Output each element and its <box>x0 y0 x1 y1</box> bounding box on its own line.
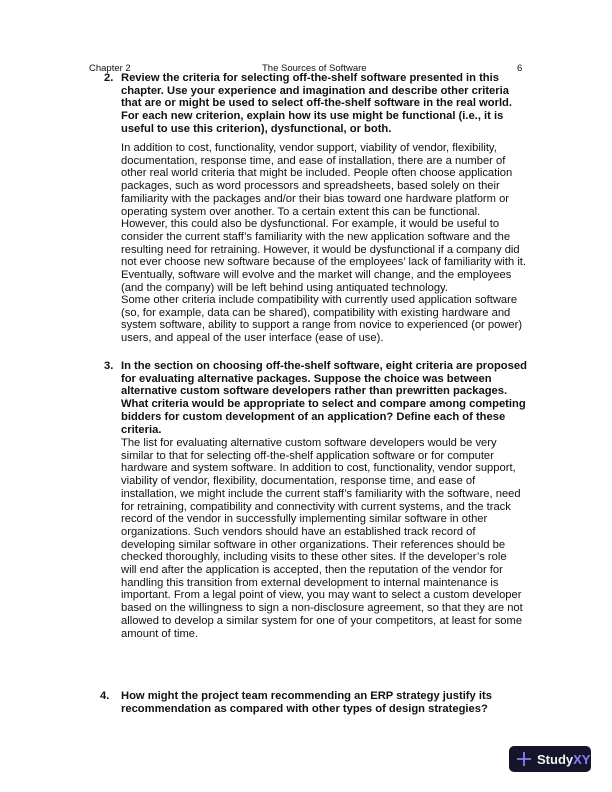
text-line: similar to that for selecting off-the-shelf application software or for computer <box>121 449 494 462</box>
text-line: will end after the application is accepted, then the reputation of the vendor for <box>121 564 503 577</box>
answer-paragraph <box>121 294 522 345</box>
text-line: organizations. Such vendors should have an established track record of <box>121 525 476 538</box>
badge-text: Study <box>537 751 574 767</box>
text-line: What criteria would be appropriate to select and compare among competing <box>121 398 526 411</box>
text-line: installation, we might include the current staff’s familiarity with the software, need <box>121 487 521 500</box>
question-number: 4. <box>100 690 110 702</box>
question-number: 3. <box>104 360 114 372</box>
text-line: that are or might be used to select off-the-shelf software in the real world. <box>121 97 512 110</box>
text-line: developing similar software in other organizations. Their references should be <box>121 538 506 551</box>
text-line: useful to use this criterion), dysfunctional, or both. <box>121 122 392 135</box>
text-line: Eventually, software will evolve and the market will change, and the employees <box>121 269 512 282</box>
text-line: handling this transition from external development to internal maintenance is <box>121 576 499 589</box>
header-title: The Sources of Software <box>262 63 367 74</box>
text-line: In addition to cost, functionality, vendor support, viability of vendor, flexibility, <box>121 142 497 154</box>
text-line: criteria. <box>121 423 162 436</box>
text-line: record of the vendor in successfully implementing similar software in other <box>121 513 488 526</box>
text-line: resulting need for retraining. However, it would be dysfunctional if a company did <box>121 243 520 256</box>
text-line: users, and appeal of the user interface (ease of use). <box>121 332 384 345</box>
question-prompt <box>121 72 512 136</box>
text-line: (so, for example, data can be shared), compatibility with existing hardware and <box>121 306 511 319</box>
text-line: (and the company) will be left behind using antiquated technology. <box>121 281 448 294</box>
text-line: For each new criterion, explain how its use might be functional (i.e., it is <box>121 110 504 123</box>
text-line: viability of vendor, flexibility, documentation, response time, and ease of <box>121 475 476 488</box>
text-line: hardware and system software. In addition to cost, functionality, vendor support, <box>121 462 516 475</box>
header-chapter: Chapter 2 <box>89 63 131 74</box>
text-line: for retraining, compatibility and connectivity with current systems, and the track <box>121 500 511 513</box>
text-line: bidders for custom development of an application? Define each of these <box>121 410 506 423</box>
plus-icon <box>515 750 533 768</box>
text-line: for evaluating alternative packages. Suppose the choice was between <box>121 372 492 385</box>
text-line: Some other criteria include compatibility with currently used application software <box>121 294 518 306</box>
text-line: alternative custom software developers rather than prewritten packages. <box>121 385 508 398</box>
question-number: 2. <box>104 72 114 84</box>
text-line: documentation, response time, and ease of installation, there are a number of <box>121 154 506 167</box>
header-page-number: 6 <box>517 63 523 74</box>
badge-accent-text: XY <box>573 751 591 767</box>
text-line: chapter. Use your experience and imagination and describe other criteria <box>121 84 509 97</box>
text-line: other real world criteria that might be included. People often choose application <box>121 167 513 180</box>
answer-paragraph <box>121 142 526 294</box>
text-line: based on the willingness to sign a non-disclosure agreement, so that they are not <box>121 602 523 615</box>
text-line: amount of time. <box>121 627 199 640</box>
text-line: familiarity with the packages and/or their bias toward one hardware platform or <box>121 192 510 205</box>
text-line: The list for evaluating alternative custom software developers would be very <box>121 437 497 449</box>
text-line: consider the current staff’s familiarity with the new application software and the <box>121 230 511 243</box>
studyxy-badge[interactable] <box>509 746 591 772</box>
question-prompt <box>121 360 527 436</box>
text-line: packages, such as word processors and spreadsheets, based solely on their <box>121 180 500 193</box>
text-line: In the section on choosing off-the-shelf software, eight criteria are proposed <box>121 360 527 372</box>
text-line: checked thoroughly, including visits to these other sites. If the developer’s role <box>121 551 507 564</box>
question-prompt <box>121 690 492 715</box>
text-line: How might the project team recommending an ERP strategy justify its <box>121 690 492 702</box>
text-line: Review the criteria for selecting off-the-shelf software presented in this <box>121 72 499 84</box>
text-line: operating system over another. To a certain extent this can be functional. <box>121 205 481 218</box>
text-line: However, this could also be dysfunctional. For example, it would be useful to <box>121 218 500 231</box>
text-line: allowed to develop a similar system for one of your competitors, at least for some <box>121 614 523 627</box>
text-line: recommendation as compared with other types of design strategies? <box>121 702 488 715</box>
answer-paragraph <box>121 437 523 640</box>
text-line: not ever choose new software because of the employees’ lack of familiarity with it. <box>121 256 527 269</box>
text-line: system software, ability to support a range from novice to experienced (or power) <box>121 319 523 332</box>
text-line: important. From a legal point of view, you may want to select a custom developer <box>121 589 522 602</box>
